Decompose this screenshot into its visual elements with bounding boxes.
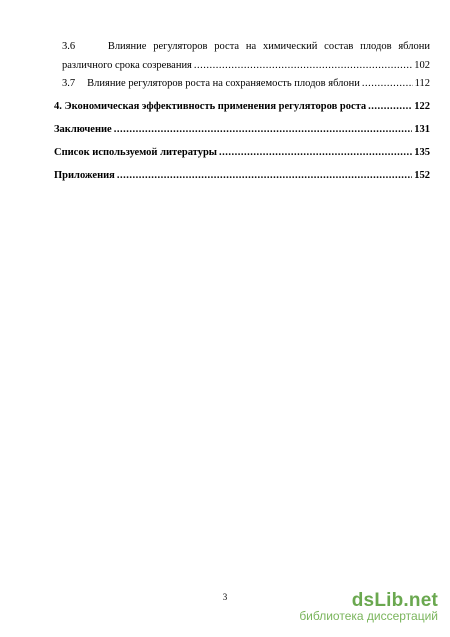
toc-item-3-6-line1 (62, 41, 430, 52)
toc-leader-dots (114, 124, 413, 135)
toc-references[interactable] (54, 147, 430, 158)
toc-leader-dots (219, 147, 412, 158)
toc-chapter-4-page: 122 (414, 101, 430, 112)
watermark-logo: dsLib.net (351, 590, 438, 611)
page-number: 3 (222, 592, 228, 602)
toc-chapter-4-title: 4. Экономическая эффективность применения регуляторов роста (54, 101, 367, 112)
toc-item-3-6-line2 (62, 60, 430, 71)
toc-leader-dots (117, 170, 412, 181)
table-of-contents (54, 36, 430, 181)
toc-item-3-7-page: 112 (414, 78, 430, 89)
toc-item-3-6-page: 102 (414, 60, 430, 71)
toc-references-page: 135 (414, 147, 430, 158)
toc-item-3-7[interactable] (62, 78, 430, 89)
toc-conclusion-page: 131 (414, 124, 430, 135)
toc-appendices-page: 152 (414, 170, 430, 181)
toc-appendices[interactable] (54, 170, 430, 181)
toc-appendices-title: Приложения (54, 170, 115, 181)
toc-chapter-4[interactable] (54, 101, 430, 112)
toc-item-3-6-title-line2: различного срока созревания (62, 60, 192, 71)
toc-leader-dots (194, 60, 412, 71)
toc-leader-dots (368, 101, 412, 112)
toc-item-3-7-number: 3.7 (62, 78, 76, 89)
toc-conclusion-title: Заключение (54, 124, 112, 135)
toc-conclusion[interactable] (54, 124, 430, 135)
toc-leader-dots (362, 78, 413, 89)
toc-item-3-7-title: Влияние регуляторов роста на сохраняемость плодов яблони (87, 78, 360, 89)
toc-item-3-6-number: 3.6 (62, 41, 76, 52)
toc-item-3-6[interactable] (54, 36, 430, 74)
toc-references-title: Список используемой литературы (54, 147, 217, 158)
watermark-subtitle: библиотека диссертаций (299, 609, 438, 623)
watermark (299, 590, 438, 623)
toc-item-3-6-title-line1: Влияние регуляторов роста на химический состав плодов яблони (107, 41, 430, 52)
